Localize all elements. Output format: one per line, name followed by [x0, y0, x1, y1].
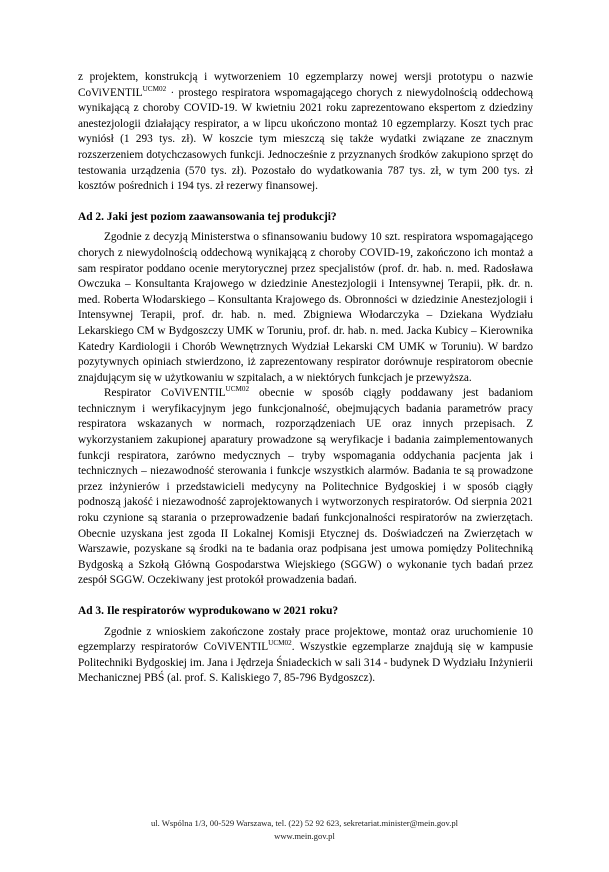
- heading-ad2: Ad 2. Jaki jest poziom zaawansowania tej produkcji?: [78, 210, 337, 223]
- paragraph-ad2-2: Respirator CoViVENTIL$^{UCM02}$ obecnie w sposób ciągły poddawany jest badaniom technicznym i weryfikacyjnym jego funkcjonalność, obejmujących badania parametrów pracy respiratora wskazanych w normach, rozporządzeniach UE oraz innych przepisach. Z wykorzystaniem zakupionej aparatury prowadzone są weryfikacje i badania zaimplementowanych funkcji respiratora, zarówno medycznych – tryby wspomagania oddychania pacjenta jak i technicznych – niezawodność sterowania i funkcje wszystkich alarmów. Badania te są prowadzone przez inżynierów i przedstawicieli medycyny na Politechnice Bydgoskiej i w sposób ciągły podnoszą jakość i niezawodność zaprojektowanych i wytworzonych respiratorów. Od sierpnia 2021 roku czynione są starania o przeprowadzenie badań funkcjonalności respiratorów na zwierzętach. Obecnie uzyskana jest zgoda II Lokalnej Komisji Etycznej ds. Doświadczeń na Zwierzętach w Warszawie, pozyskane są środki na te badania oraz podpisana jest umowa pomiędzy Politechniką Bydgoską a Szkołą Główną Gospodarstwa Wiejskiego (SGGW) o wykonanie tych badań przez zespół SGGW. Oczekiwany jest protokół prowadzenia badań.: [78, 385, 533, 587]
- superscript-label: UCM02: [225, 385, 250, 394]
- superscript-label: UCM02: [142, 84, 167, 93]
- footer-address-line: ul. Wspólna 1/3, 00-529 Warszawa, tel. (22) 52 92 623, sekretariat.minister@mein.gov.pl: [150, 818, 459, 828]
- superscript-label: UCM02: [268, 639, 292, 648]
- paragraph-ad3-1: Zgodnie z wnioskiem zakończone zostały prace projektowe, montaż oraz uruchomienie 10 egzemplarzy respiratorów CoViVENTIL$^{UCM02}$. Wszystkie egzemplarze znajdują się w kampusie Politechniki Bydgoskiej im. Jana i Jędrzeja Śniadeckich w sali 314 - budynek D Wydziału Inżynierii Mechanicznej PBŚ (al. prof. S. Kaliskiego 7, 85-796 Bydgoszcz).: [78, 625, 533, 685]
- footer-website-line: www.mein.gov.pl: [274, 830, 335, 841]
- spacer: [78, 195, 533, 210]
- paragraph-intro: z projektem, konstrukcją i wytworzeniem 10 egzemplarzy nowej wersji prototypu o nazwie CoViVENTIL$^{UCM02}$ · prostego respiratora wspomagającego chorych z niewydolnością oddechową wynikającą z choroby COVID-19. W kwietniu 2021 roku zaprezentowano ekspertom z dziedziny anestezjologii działający respirator, a w lipcu ukończono montaż 10 egzemplarzy. Koszt tych prac wyniósł (1 293 tys. zł). W koszcie tym mieszczą się także wydatki związane ze znacznym rozszerzeniem dotychczasowych funkcji. Jednocześnie z przyznanych środków zakupiono sprzęt do testowania urządzenia (570 tys. zł). Pozostało do wydatkowania 787 tys. zł, w tym 200 tys. zł kosztów pośrednich i 194 tys. zł rezerwy finansowej.: [78, 71, 533, 193]
- heading-ad3: Ad 3. Ile respiratorów wyprodukowano w 2021 roku?: [78, 605, 339, 617]
- spacer: [78, 589, 533, 604]
- document-body: [78, 70, 533, 687]
- paragraph-ad2-1: Zgodnie z decyzją Ministerstwa o sfinansowaniu budowy 10 szt. respiratora wspomagającego chorych z niewydolnością oddechową wynikającą z choroby COVID-19, zakończono ich montaż a sam respirator poddano ocenie merytorycznej przez specjalistów (prof. dr. hab. n. med. Radosława Owczuka – Konsultanta Krajowego w dziedzinie Anestezjologii i Intensywnej Terapii, płk. dr. n. med. Roberta Włodarskiego – Konsultanta Krajowego ds. Obronności w dziedzinie Anestezjologii i Intensywnej Terapii, prof. dr. hab. n. med. Zbigniewa Włodarczyka – Dziekana Wydziału Lekarskiego CM w Bydgoszczy UMK w Toruniu, prof. dr. hab. n. med. Jacka Kubicy – Kierownika Katedry Kardiologii i Chorób Wewnętrznych Wydział Lekarski CM UMK w Toruniu). W bardzo pozytywnych opiniach stwierdzono, iż zaprezentowany respirator dorównuje respiratorom obecnie znajdującym się w użytkowaniu w szpitalach, a w niektórych funkcjach je przewyższa.: [78, 231, 533, 384]
- page-footer: [0, 817, 609, 842]
